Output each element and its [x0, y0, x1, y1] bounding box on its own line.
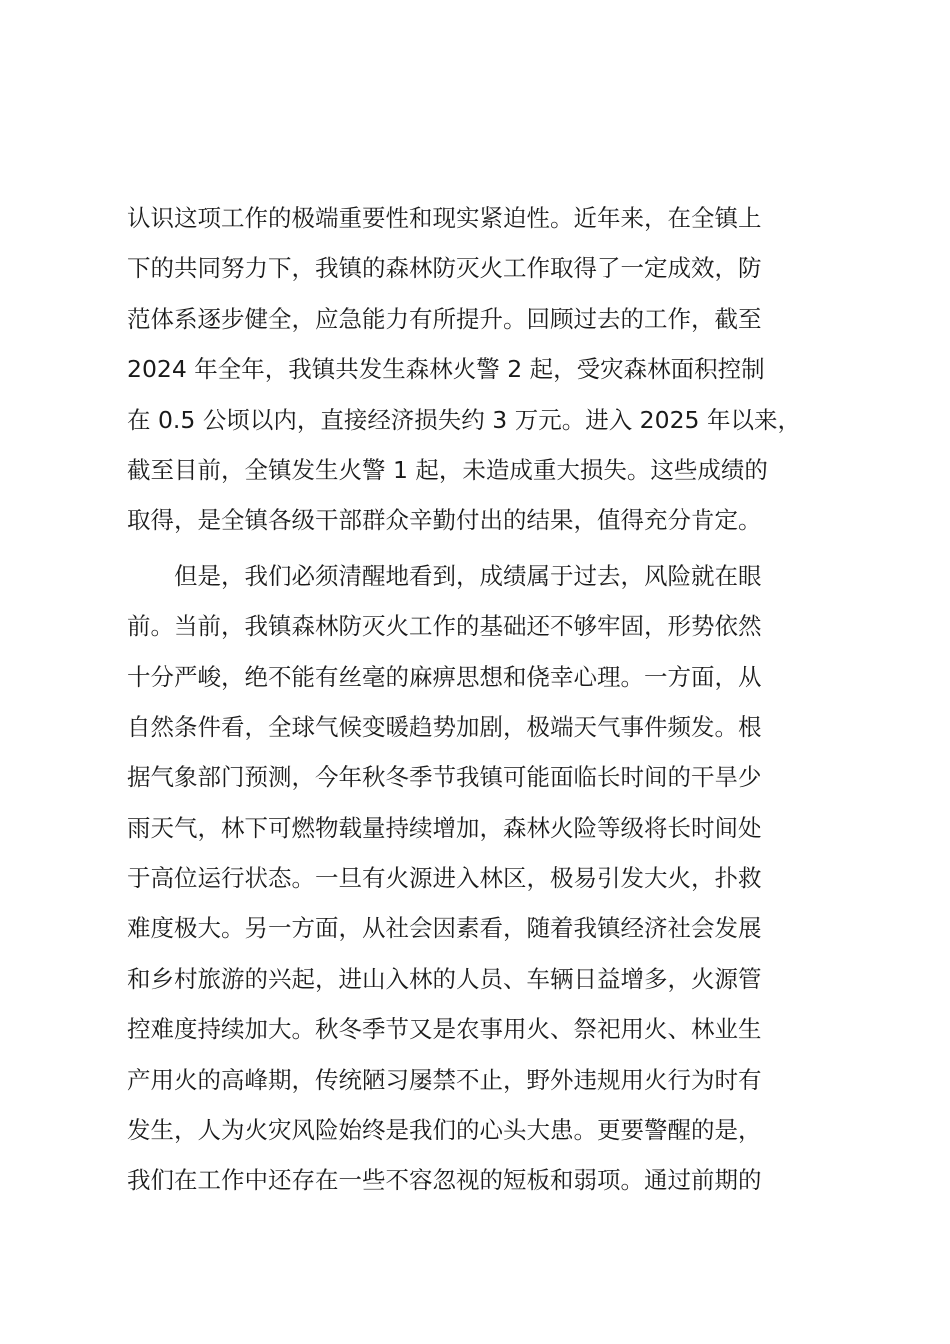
document-body: [127, 193, 827, 1206]
text-line: 自然条件看，全球气候变暖趋势加剧，极端天气事件频发。根: [127, 712, 762, 741]
text-line: 取得，是全镇各级干部群众辛勤付出的结果，值得充分肯定。: [127, 506, 762, 535]
text-line: 2024 年全年，我镇共发生森林火警 2 起，受灾森林面积控制: [127, 355, 765, 384]
text-line: 截至目前，全镇发生火警 1 起，未造成重大损失。这些成绩的: [127, 455, 768, 484]
text-line: 十分严峻，绝不能有丝毫的麻痹思想和侥幸心理。一方面，从: [127, 662, 762, 691]
text-line: 前。当前，我镇森林防灭火工作的基础还不够牢固，形势依然: [127, 612, 762, 641]
text-line: 雨天气，林下可燃物载量持续增加，森林火险等级将长时间处: [127, 813, 762, 842]
text-line: 和乡村旅游的兴起，进山入林的人员、车辆日益增多，火源管: [127, 964, 762, 993]
text-line: 于高位运行状态。一旦有火源进入林区，极易引发大火，扑救: [127, 864, 762, 893]
paragraph-1: [127, 193, 827, 546]
text-line: 难度极大。另一方面，从社会因素看，随着我镇经济社会发展: [127, 914, 762, 943]
text-line: 范体系逐步健全，应急能力有所提升。回顾过去的工作，截至: [127, 304, 762, 333]
text-line: 在 0.5 公顷以内，直接经济损失约 3 万元。进入 2025 年以来，: [127, 405, 801, 434]
text-line: 产用火的高峰期，传统陋习屡禁不止，野外违规用火行为时有: [127, 1065, 762, 1094]
text-line: 控难度持续加大。秋冬季节又是农事用火、祭祀用火、林业生: [127, 1015, 762, 1044]
text-line: 我们在工作中还存在一些不容忽视的短板和弱项。通过前期的: [127, 1166, 762, 1195]
text-line: 认识这项工作的极端重要性和现实紧迫性。近年来，在全镇上: [127, 204, 762, 232]
paragraph-2: [127, 551, 827, 1206]
text-line: 发生，人为火灾风险始终是我们的心头大患。更要警醒的是，: [127, 1116, 762, 1145]
text-line: 据气象部门预测，今年秋冬季节我镇可能面临长时间的干旱少: [127, 763, 762, 792]
text-line: 下的共同努力下，我镇的森林防灭火工作取得了一定成效，防: [127, 254, 762, 283]
text-line: 但是，我们必须清醒地看到，成绩属于过去，风险就在眼: [127, 561, 762, 590]
